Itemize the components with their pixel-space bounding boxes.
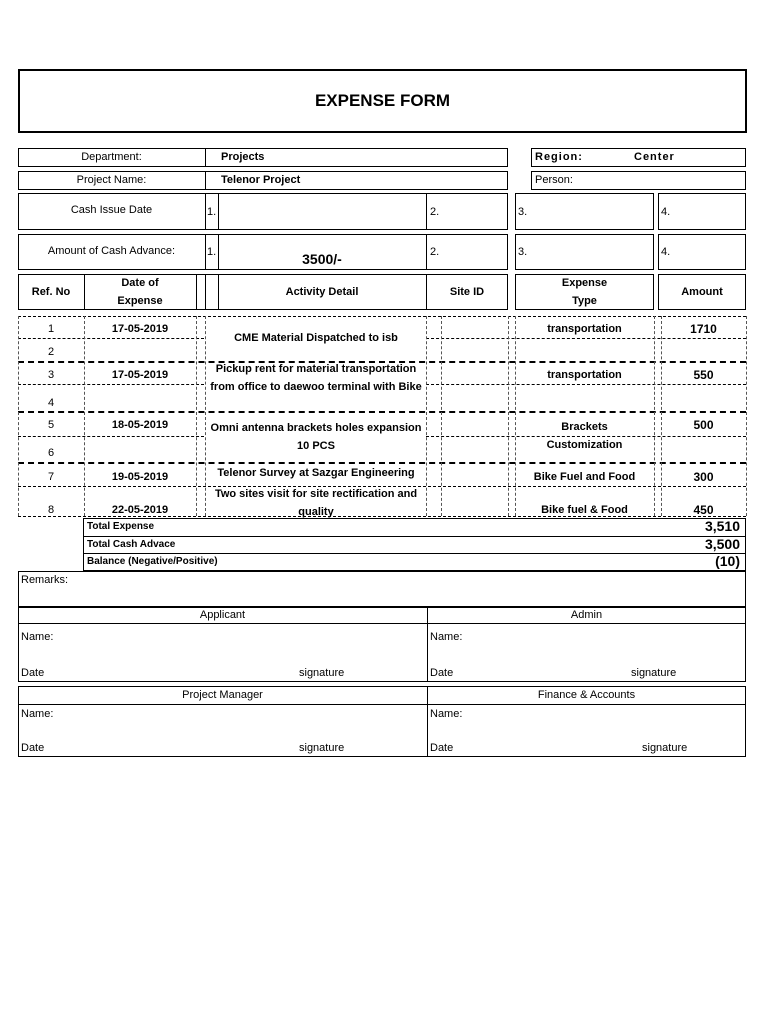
advance-slot-3[interactable]: 3. <box>518 246 528 258</box>
manager-signature-label[interactable]: signature <box>299 742 345 754</box>
ref-no: 2 <box>47 346 55 358</box>
person-label: Person: <box>535 174 573 186</box>
ref-no: 3 <box>47 369 55 381</box>
expense-date: 18-05-2019 <box>111 419 169 431</box>
advance-amount[interactable]: 3500/- <box>302 251 342 267</box>
advance-slot-4-box <box>658 234 746 270</box>
activity-detail: Telenor Survey at Sazgar Engineering <box>217 467 415 479</box>
issue-slot-4[interactable]: 4. <box>661 206 671 218</box>
finance-date-label[interactable]: Date <box>430 742 454 754</box>
ref-no: 7 <box>47 471 55 483</box>
ref-no: 8 <box>47 504 55 516</box>
balance-label: Balance (Negative/Positive) <box>87 556 218 567</box>
header-site: Site ID <box>449 286 485 298</box>
manager-name-label[interactable]: Name: <box>21 708 54 720</box>
region-label: Region: <box>535 151 583 163</box>
department-value[interactable]: Projects <box>221 151 265 163</box>
project-name-label: Project Name: <box>76 174 147 186</box>
expense-type-line1: Brackets <box>561 421 608 433</box>
total-advance-label: Total Cash Advace <box>87 539 176 550</box>
issue-slot-3[interactable]: 3. <box>518 206 528 218</box>
header-type-2: Type <box>572 295 597 307</box>
expense-date: 17-05-2019 <box>111 369 169 381</box>
expense-date: 19-05-2019 <box>111 471 169 483</box>
applicant-signature-label[interactable]: signature <box>299 667 345 679</box>
expense-date: 22-05-2019 <box>111 504 169 516</box>
header-amount: Amount <box>681 286 723 298</box>
header-type-1: Expense <box>561 277 608 289</box>
header-ref: Ref. No <box>31 286 71 298</box>
expense-amount: 1710 <box>690 322 717 336</box>
issue-slot-3-box <box>515 193 654 230</box>
applicant-heading: Applicant <box>199 609 246 621</box>
form-title: EXPENSE FORM <box>314 91 451 110</box>
expense-amount: 450 <box>693 503 714 517</box>
finance-name-label[interactable]: Name: <box>430 708 463 720</box>
expense-amount: 300 <box>693 470 714 484</box>
expense-type: Bike fuel & Food <box>541 504 628 516</box>
header-date-2: Expense <box>117 295 163 307</box>
expense-amount: 500 <box>693 418 714 432</box>
expense-type: transportation <box>547 323 622 335</box>
project-name-value[interactable]: Telenor Project <box>221 174 301 186</box>
total-expense-label: Total Expense <box>87 521 155 532</box>
total-expense-value: 3,510 <box>704 518 740 534</box>
activity-detail: Two sites visit for site rectification and quality <box>214 488 418 518</box>
ref-no: 5 <box>47 419 55 431</box>
activity-detail: Pickup rent for material transportation from office to daewoo terminal with Bike <box>210 363 422 393</box>
expense-amount: 550 <box>693 368 714 382</box>
advance-slot-4[interactable]: 4. <box>661 246 671 258</box>
finance-heading: Finance & Accounts <box>537 689 636 701</box>
cash-issue-date-label: Cash Issue Date <box>70 204 153 216</box>
admin-signature-label[interactable]: signature <box>631 667 677 679</box>
remarks-box[interactable] <box>18 571 746 607</box>
ref-no: 1 <box>47 323 55 335</box>
activity-detail: Omni antenna brackets holes expansion 10 PCS <box>210 422 422 452</box>
issue-slot-4-box <box>658 193 746 230</box>
manager-date-label[interactable]: Date <box>21 742 45 754</box>
region-value[interactable]: Center <box>634 151 675 163</box>
project-manager-heading: Project Manager <box>182 689 263 701</box>
issue-slot-1[interactable]: 1. <box>207 206 217 218</box>
ref-no: 6 <box>47 447 55 459</box>
admin-date-label[interactable]: Date <box>430 667 454 679</box>
applicant-date-label[interactable]: Date <box>21 667 45 679</box>
expense-type: Bike Fuel and Food <box>533 471 636 483</box>
header-activity: Activity Detail <box>285 286 359 298</box>
admin-name-label[interactable]: Name: <box>430 631 463 643</box>
expense-type-line2: Customization <box>546 439 623 451</box>
department-label: Department: <box>81 151 142 163</box>
cash-advance-label: Amount of Cash Advance: <box>47 245 176 257</box>
applicant-name-label[interactable]: Name: <box>21 631 54 643</box>
total-advance-value: 3,500 <box>704 536 740 552</box>
balance-value: (10) <box>715 553 740 569</box>
advance-slot-1: 1. <box>207 246 217 258</box>
remarks-label: Remarks: <box>21 574 69 586</box>
advance-slot-2[interactable]: 2. <box>430 246 440 258</box>
issue-slot-2[interactable]: 2. <box>430 206 440 218</box>
expense-type: transportation <box>547 369 622 381</box>
expense-date: 17-05-2019 <box>111 323 169 335</box>
finance-signature-label[interactable]: signature <box>642 742 688 754</box>
activity-detail: CME Material Dispatched to isb <box>234 332 398 344</box>
ref-no: 4 <box>47 397 55 409</box>
header-date-1: Date of <box>121 277 159 289</box>
advance-slot-3-box <box>515 234 654 270</box>
admin-heading: Admin <box>570 609 603 621</box>
